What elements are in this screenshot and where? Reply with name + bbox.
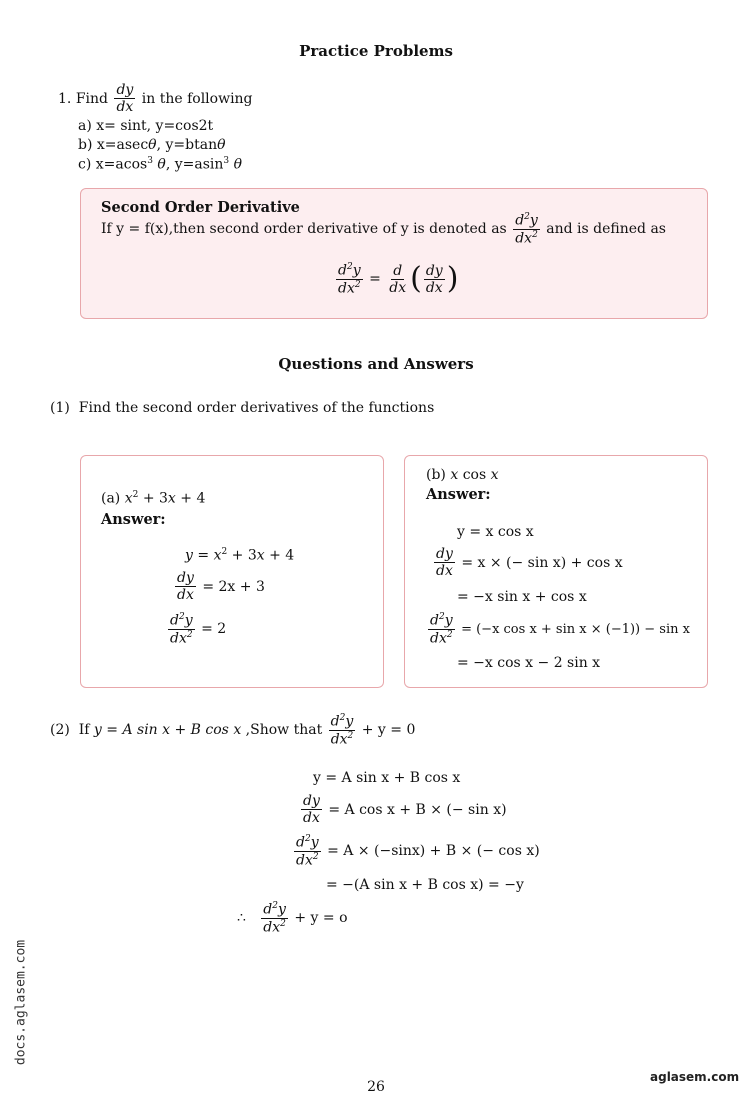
question-2-line-1: y = A sin x + B cos x [313, 770, 461, 786]
part-b-answer-label: Answer: [426, 486, 491, 503]
problem-1-part-a: a) x= sint, y=cos2t [78, 118, 214, 134]
part-b-line-1: y = x cos x [457, 524, 534, 540]
part-a-line-1: $y = x^2 + 3x + 4$ [185, 547, 295, 564]
dy-dx-fraction: $\frac{dy}{dx}$ [116, 82, 134, 116]
definition-formula: $\frac{d^2y}{dx^2}$ = $\frac{d}{dx}$ ( $\frac{dy}{dx}$ ) [338, 261, 459, 297]
part-a-label: (a) $x^2 + 3x + 4$ [101, 490, 206, 507]
therefore-symbol: ∴ [237, 910, 246, 927]
part-a-answer-label: Answer: [101, 511, 166, 528]
part-b-label: (b) x cos x [426, 467, 499, 483]
part-b-line-5: = −x cos x − 2 sin x [457, 655, 601, 671]
watermark-left: docs.aglasem.com [13, 939, 29, 1066]
part-b-line-4: $\frac{d^2y}{dx^2}$ = (−x cos x + sin x × (−1)) − sin x [430, 612, 690, 647]
problem-1-statement: 1. Find $\frac{dy}{dx}$ in the following [58, 82, 253, 116]
problem-number: 1. [58, 90, 72, 107]
definition-text: If y = f(x),then second order derivative of y is denoted as $\frac{d^2y}{dx^2}$ and is defined as [101, 212, 666, 247]
page-title: Practice Problems [299, 42, 453, 60]
definition-heading: Second Order Derivative [101, 199, 300, 216]
part-b-line-2: $\frac{dy}{dx}$ = x × (− sin x) + cos x [436, 546, 623, 580]
watermark-right: aglasem.com [650, 1070, 740, 1084]
question-2-line-2: $\frac{dy}{dx}$ = A cos x + B × (− sin x) [303, 793, 507, 827]
qa-title: Questions and Answers [278, 355, 474, 373]
question-2: (2) If y = A sin x + B cos x ,Show that $\frac{d^2y}{dx^2}$ + y = 0 [50, 713, 416, 748]
question-2-line-4: = −(A sin x + B cos x) = −y [326, 877, 524, 893]
problem-1-part-b: b) x=asecθ, y=btanθ [78, 137, 226, 153]
question-1: (1) Find the second order derivatives of the functions [50, 400, 435, 416]
page-number: 26 [367, 1079, 385, 1095]
part-a-line-3: $\frac{d^2y}{dx^2}$ = 2 [170, 612, 227, 647]
question-2-line-3: $\frac{d^2y}{dx^2}$ = A × (−sinx) + B × (− cos x) [296, 834, 540, 869]
part-a-line-2: $\frac{dy}{dx}$ = 2x + 3 [177, 570, 265, 604]
problem-1-part-c: c) x=acos$^3$ θ, y=asin$^3$ θ [78, 156, 243, 173]
part-b-line-3: = −x sin x + cos x [457, 589, 587, 605]
question-2-conclusion: ∴ $\frac{d^2y}{dx^2}$ + y = o [237, 901, 348, 936]
